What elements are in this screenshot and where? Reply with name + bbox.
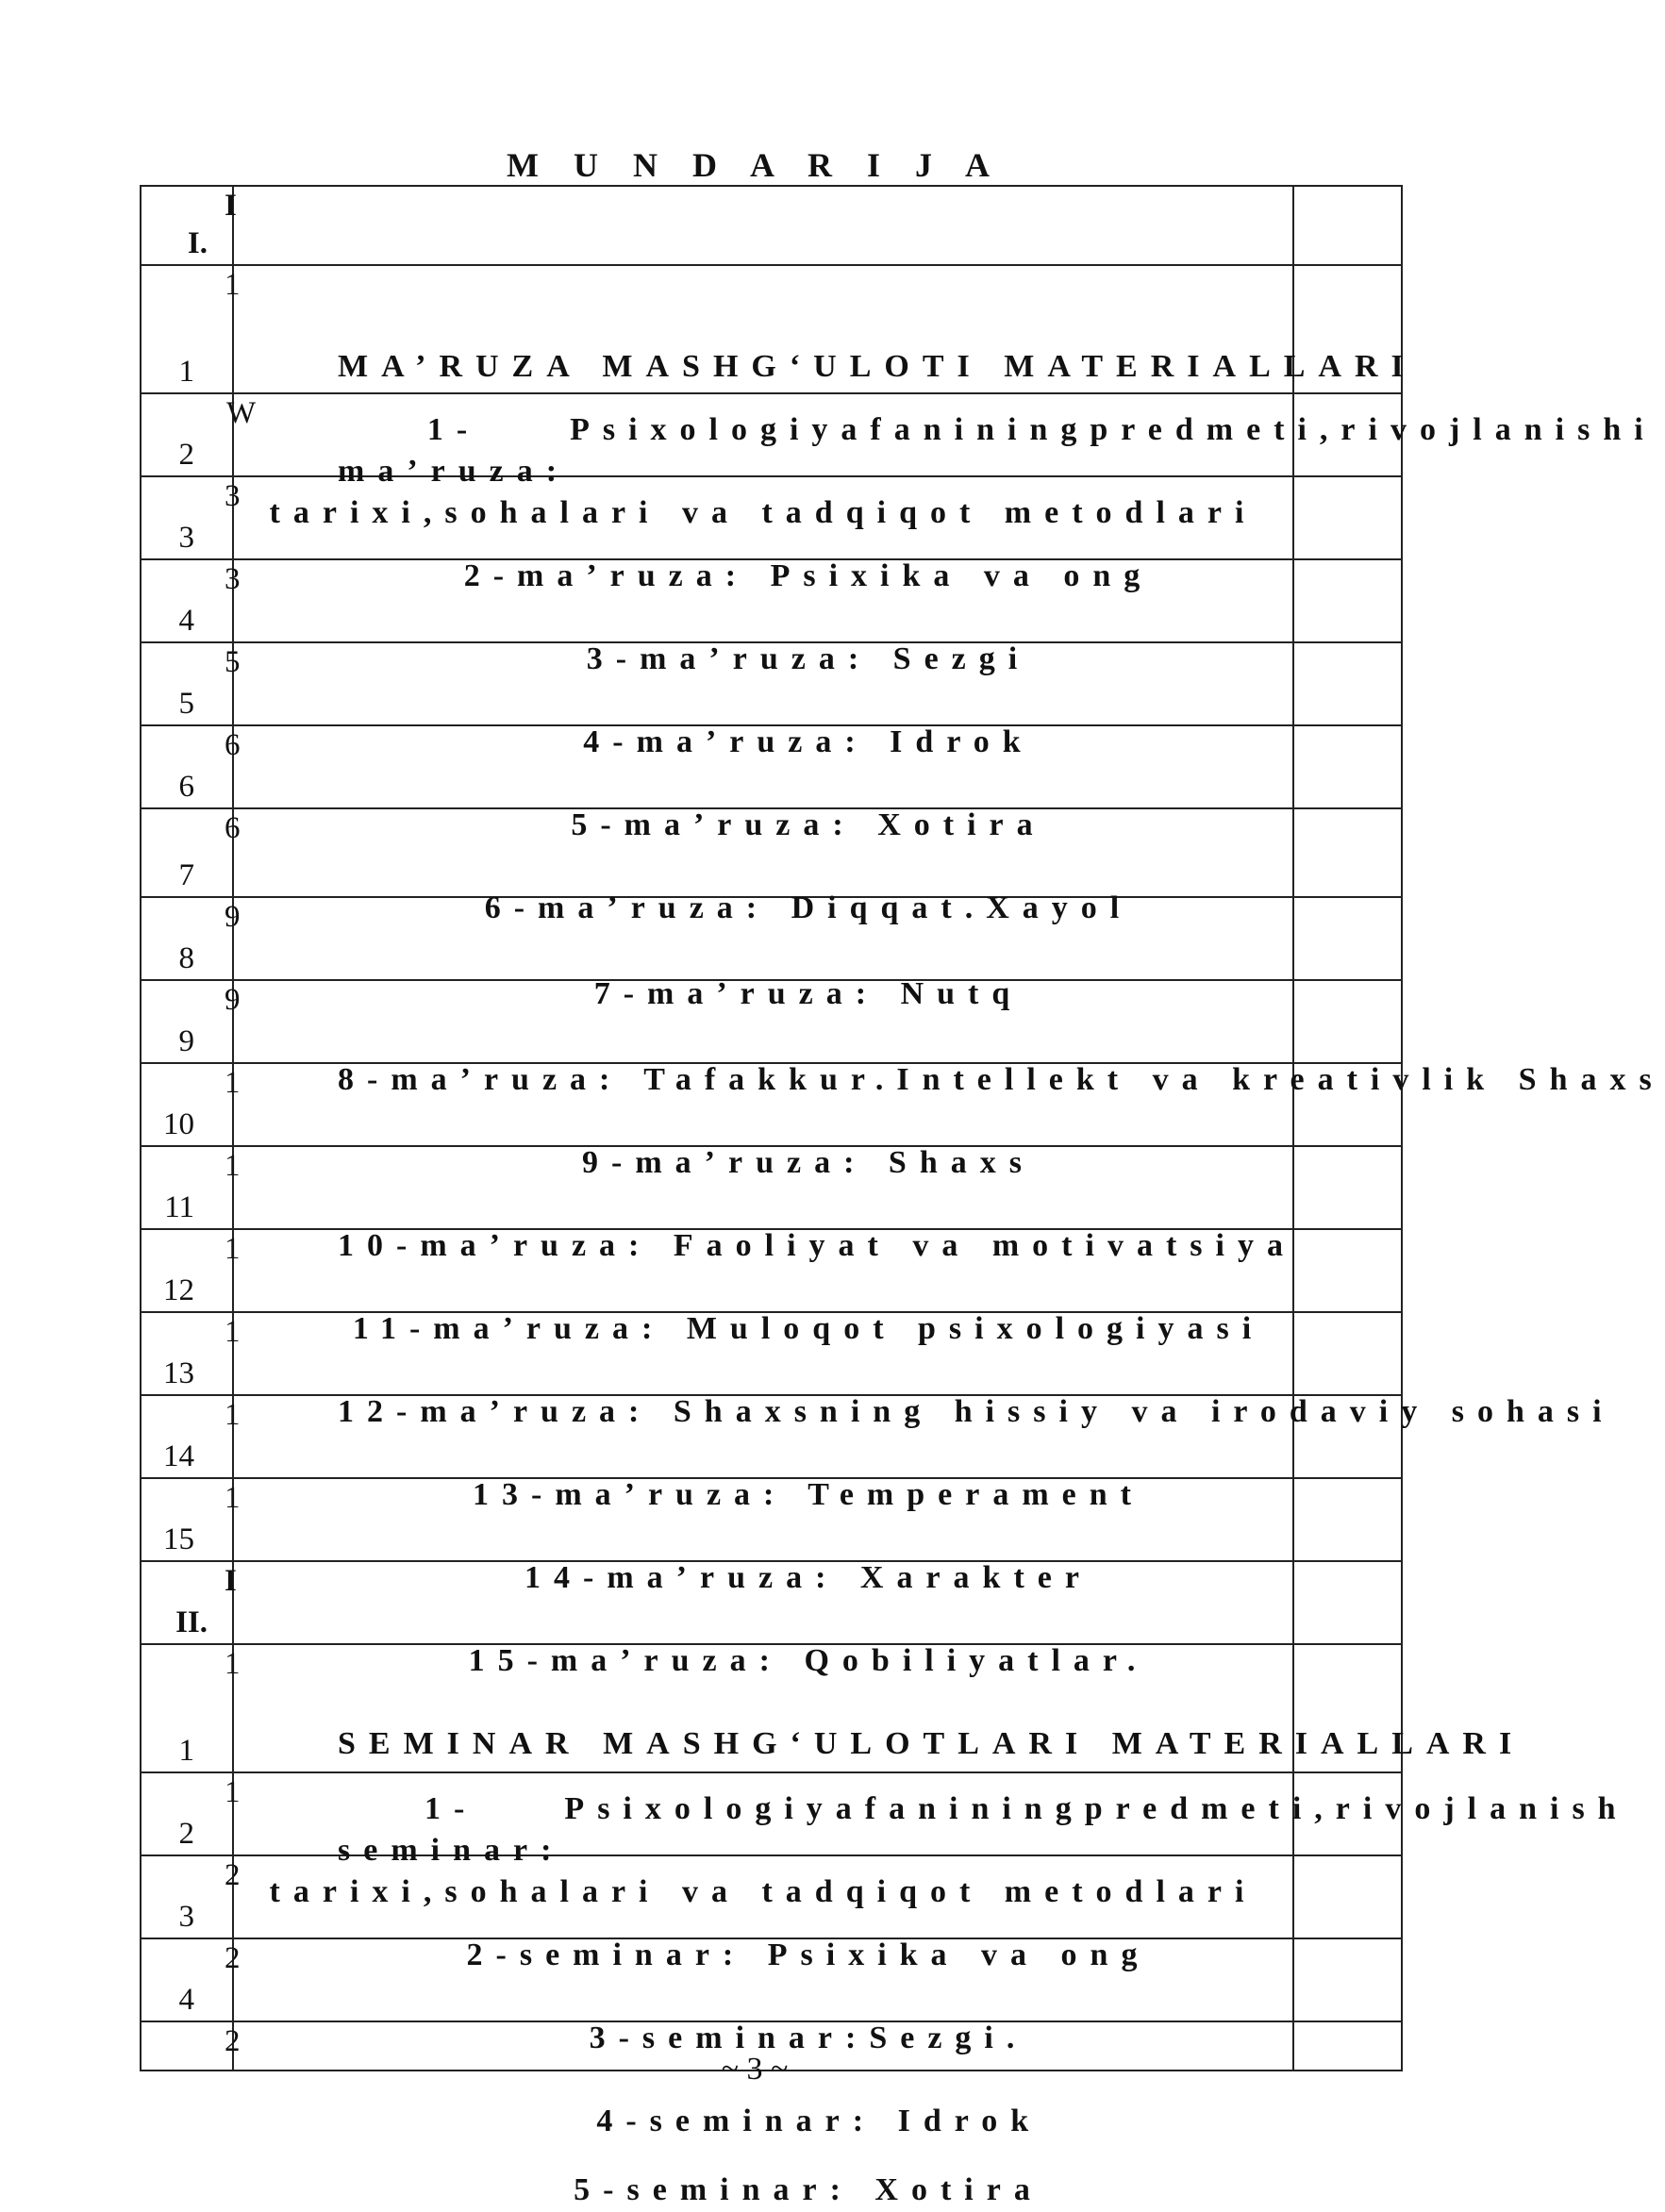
page-cell [1293,980,1402,1063]
row-number-cell [141,265,241,393]
title-word: predmeti,rivojlanishi [1090,412,1657,447]
row-title-cell [233,1371,1615,1454]
number-fragment: 1 [225,1232,241,1266]
number-fragment: 6 [225,728,241,762]
section-number: II. [175,1605,208,1639]
number-fragment: 1 [225,1315,241,1349]
row-title-line-2: tarixi,sohalari va tadqiqot metodlari [269,495,1257,530]
row-number: 8 [178,941,194,975]
page-cell [1293,1478,1402,1561]
page-cell [1293,1855,1402,1938]
number-fragment: 1 [225,268,241,302]
row-title-cell [233,2163,1293,2212]
number-fragment: 2 [225,2024,241,2058]
row-title: 8-ma’ruza: Tafakkur.Intellekt va kreativlik Shaxs [338,1062,1665,1097]
row-number: 11 [164,1190,194,1224]
row-number-cell [141,1644,241,1772]
page-cell [1293,1772,1402,1855]
section-title-cell [233,1703,1525,1786]
number-fragment: 6 [225,811,241,845]
row-title-line-1 [247,1788,1629,1871]
row-title: 12-ma’ruza: Shaxsning hissiy va irodaviy sohasi [338,1394,1615,1429]
row-number: 3 [178,521,194,555]
row-title: 2-ma’ruza: Psixika va ong [463,558,1154,593]
page-cell [1293,1938,1402,2021]
row-number: 15 [163,1522,194,1556]
page-cell [1293,393,1402,476]
number-fragment: I [225,1564,237,1598]
page-cell [1293,1561,1402,1644]
row-title: 5-seminar: Xotira [574,2172,1043,2207]
page-cell [1293,642,1402,725]
title-word: predmeti,rivojlanish [1084,1791,1629,1826]
row-title-cell [233,1205,1296,1288]
section-number-cell [141,1561,237,1644]
row-title-cell [233,2080,1293,2163]
row-title-cell [233,1454,1293,1537]
row-title: 13-ma’ruza: Temperament [473,1477,1144,1512]
row-number: 9 [178,1024,194,1058]
row-number: 10 [163,1107,194,1141]
title-word: fanining [870,412,1091,447]
section-title-cell [233,327,1417,407]
page-cell [1293,1146,1402,1229]
section-number: I. [187,226,208,260]
row-title-line-1 [247,409,1657,492]
number-fragment: 3 [225,562,241,596]
row-number-cell [141,1312,241,1395]
row-number: 1 [178,355,194,389]
number-fragment: W [226,396,257,430]
row-title-cell [233,618,1293,701]
number-fragment: 1 [225,1149,241,1183]
row-title: 6-ma’ruza: Diqqat.Xayol [484,890,1133,925]
page-cell [1293,1063,1402,1146]
row-title: 5-ma’ruza: Xotira [571,807,1046,842]
page-cell [1293,1229,1402,1312]
number-fragment: 1 [225,1481,241,1515]
row-title [234,407,1657,534]
row-title-cell [233,535,1293,618]
number-fragment: 1 [225,1066,241,1100]
row-title-cell [233,1620,1293,1703]
row-title-cell [233,950,1293,1039]
row-number-cell [141,1063,241,1146]
number-fragment: 3 [225,479,241,513]
row-number-cell [141,980,241,1063]
row-number-cell [141,476,241,559]
row-title-cell [233,1288,1293,1371]
row-title-cell [233,1537,1293,1620]
row-number: 4 [178,604,194,638]
row-number-cell [141,808,241,897]
row-number-cell [141,1229,241,1312]
number-fragment: 2 [225,1858,241,1892]
row-number: 3 [178,1900,194,1934]
page-cell [1293,808,1402,897]
row-title-line-2: tarixi,sohalari va tadqiqot metodlari [269,1874,1257,1909]
page-number: ~ 3 ~ [721,2052,789,2087]
number-fragment: 9 [225,983,241,1017]
title-word: 1-seminar: [338,1791,565,1868]
row-number: 12 [163,1273,194,1307]
section-number-cell [141,186,237,265]
page-cell [1293,186,1402,265]
row-number-cell [141,897,241,980]
number-fragment: 1 [225,1647,241,1681]
row-title: 3-ma’ruza: Sezgi [586,641,1031,676]
row-title-cell [233,1039,1665,1122]
contents-table [140,185,1665,2207]
row-number: 13 [163,1356,194,1390]
row-title-cell [233,867,1293,950]
row-title: 2-seminar: Psixika va ong [466,1938,1151,1972]
row-number: 2 [178,438,194,472]
number-fragment: 1 [225,1775,241,1809]
number-fragment: 9 [225,900,241,934]
row-title: 11-ma’ruza: Muloqot psixologiyasi [352,1311,1265,1346]
row-number-cell [141,559,241,642]
page-title: M U N D A R I J A [506,146,1004,184]
row-title: 7-ma’ruza: Nutq [593,976,1024,1011]
row-number: 2 [178,1817,194,1851]
page-cell [1293,559,1402,642]
row-title-cell [233,701,1293,784]
row-number-cell [141,1146,241,1229]
section-title: SEMINAR MASHG‘ULOTLARI MATERIALLARI [338,1726,1525,1761]
row-number-cell [141,1938,241,2021]
page-cell [1293,1395,1402,1478]
section-header-row [141,186,1402,265]
row-title: 10-ma’ruza: Faoliyat va motivatsiya [338,1228,1296,1263]
row-title: 14-ma’ruza: Xarakter [524,1560,1092,1595]
row-number: 5 [178,687,194,721]
row-number-cell [141,1772,241,1855]
page-cell [1293,897,1402,980]
row-title-cell [233,1122,1293,1205]
title-word: 1-ma’ruza: [338,412,571,489]
row-title: 15-ma’ruza: Qobiliyatlar. [468,1643,1149,1678]
page-cell [1293,1644,1402,1772]
number-fragment: 1 [225,1398,241,1432]
row-number-cell [141,725,241,808]
row-title: 9-ma’ruza: Shaxs [582,1145,1035,1180]
row-title [234,1787,1629,1913]
row-title-cell [233,407,1657,535]
row-title-cell [233,1786,1629,1914]
title-word: Psixologiya [570,412,871,447]
row-title: 4-seminar: Idrok [574,2104,1042,2138]
row-number-cell [141,1478,241,1561]
row-number: 1 [178,1734,194,1768]
number-fragment: 5 [225,645,241,679]
row-number-cell [141,393,257,476]
row-number-cell [141,1395,241,1478]
number-fragment: I [225,189,237,223]
title-word: Psixologiya [564,1791,865,1826]
row-number: 4 [178,1983,194,2017]
page-cell [1293,265,1402,393]
section-title: MA’RUZA MASHG‘ULOTI MATERIALLARI [338,349,1417,384]
row-number: 6 [178,770,194,804]
row-number-cell [141,642,241,725]
page-cell [1293,1312,1402,1395]
row-number: 7 [178,858,194,892]
row-title: 4-ma’ruza: Idrok [583,724,1034,759]
row-title-cell [233,1914,1293,1997]
row-number-cell [141,1855,241,1938]
page-cell [1293,476,1402,559]
row-number: 14 [163,1439,194,1473]
row-title: 3-seminar:Sezgi. [589,2021,1028,2055]
page-cell [1293,725,1402,808]
row-title-cell [233,784,1293,867]
number-fragment: 2 [225,1941,241,1975]
title-word: fanining [864,1791,1085,1826]
